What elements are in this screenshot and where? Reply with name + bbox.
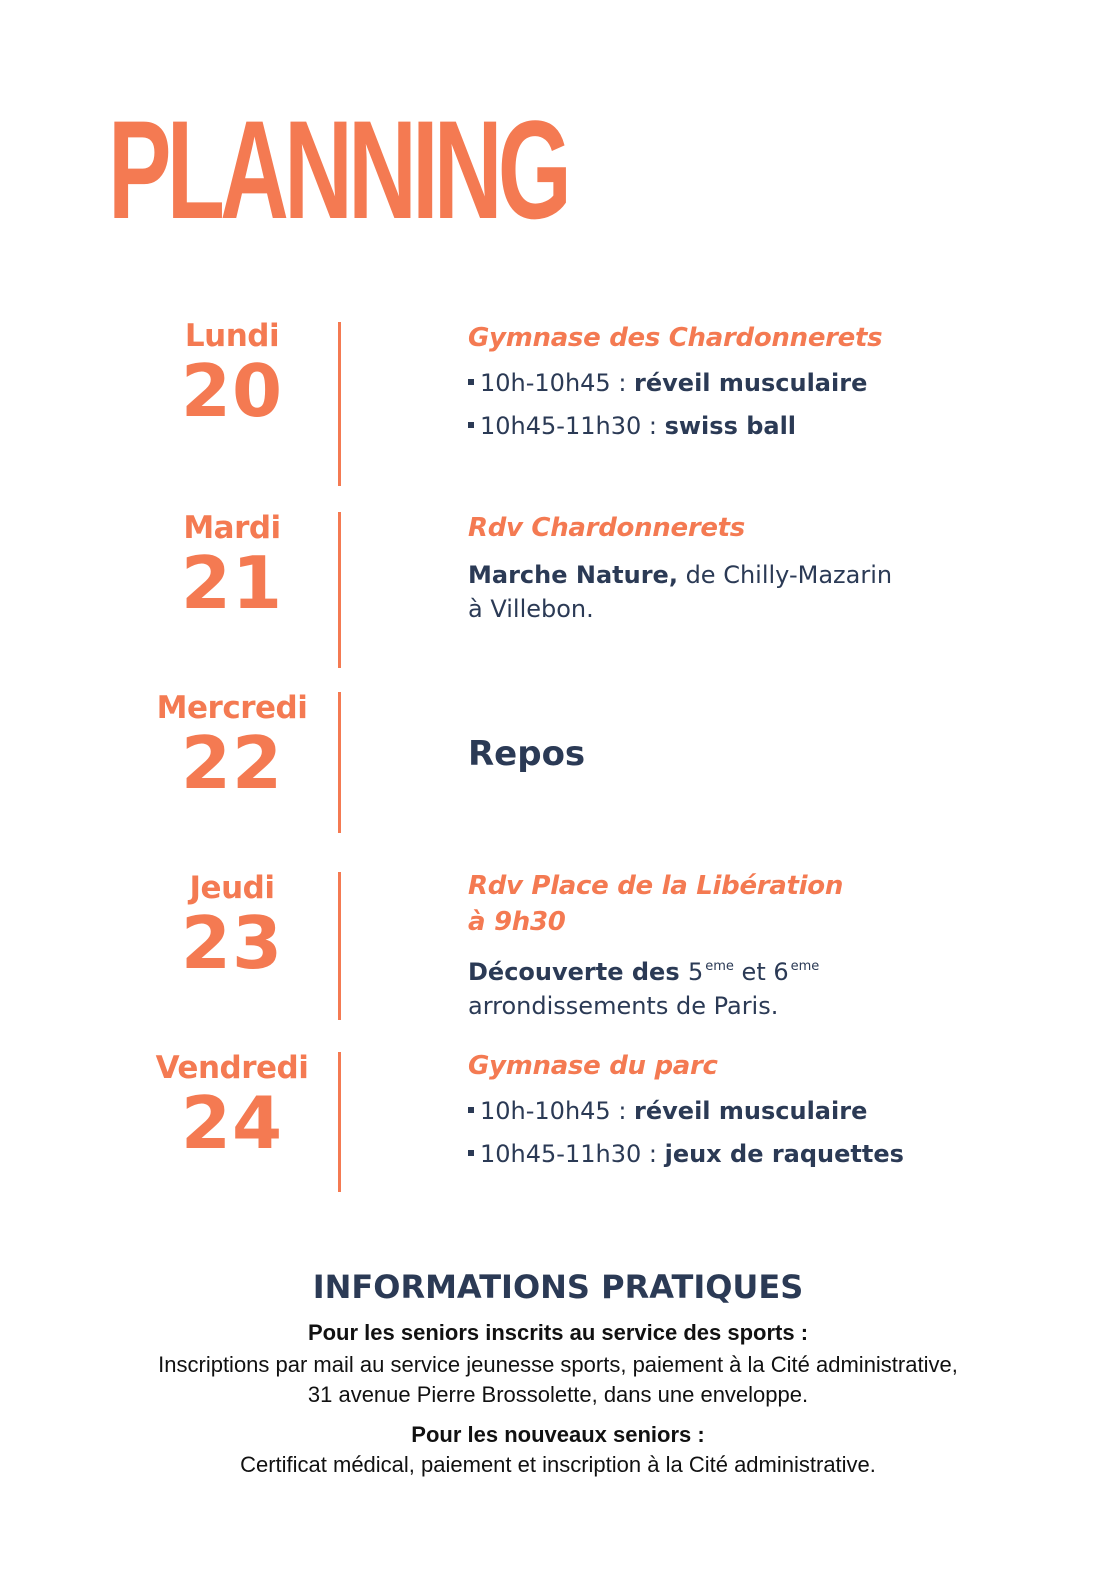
day-monday xyxy=(132,318,332,433)
day-content-monday xyxy=(468,320,882,448)
day-name: Jeudi xyxy=(189,870,275,906)
rest-label: Repos xyxy=(468,734,586,774)
day-name: Lundi xyxy=(184,318,280,354)
bullet-icon xyxy=(468,1107,474,1113)
info-block xyxy=(0,1318,1116,1480)
schedule-item: 10h-10h45 : réveil musculaire xyxy=(468,362,882,405)
bullet-icon xyxy=(468,1150,474,1156)
location: Rdv Place de la Libération à 9h30 xyxy=(468,871,844,937)
location: Gymnase du parc xyxy=(468,1051,718,1081)
day-name: Mardi xyxy=(183,510,281,546)
info-heading: Pour les seniors inscrits au service des sports : xyxy=(307,1320,809,1345)
info-heading: Pour les nouveaux seniors : xyxy=(411,1422,705,1447)
day-divider xyxy=(338,1052,341,1192)
day-divider xyxy=(338,692,341,833)
day-name: Mercredi xyxy=(156,690,308,726)
day-friday xyxy=(132,1050,332,1165)
page-title: PLANNING xyxy=(108,91,568,248)
day-number: 23 xyxy=(180,901,284,985)
day-divider xyxy=(338,322,341,486)
info-text: Inscriptions par mail au service jeunesse sports, paiement à la Cité administrative, xyxy=(158,1352,958,1377)
schedule-item: 10h-10h45 : réveil musculaire xyxy=(468,1090,904,1133)
schedule-item: 10h45-11h30 : jeux de raquettes xyxy=(468,1133,904,1176)
day-wednesday xyxy=(132,690,332,805)
day-number: 21 xyxy=(180,541,284,625)
day-content-tuesday xyxy=(468,510,892,626)
info-text: Certificat médical, paiement et inscription à la Cité administrative. xyxy=(240,1452,876,1477)
location: Gymnase des Chardonnerets xyxy=(468,323,883,353)
day-number: 24 xyxy=(180,1081,284,1165)
schedule-item: 10h45-11h30 : swiss ball xyxy=(468,405,882,448)
day-tuesday xyxy=(132,510,332,625)
day-number: 20 xyxy=(180,349,284,433)
location: Rdv Chardonnerets xyxy=(468,513,745,543)
day-number: 22 xyxy=(180,721,284,805)
bullet-icon xyxy=(468,379,474,385)
day-divider xyxy=(338,512,341,668)
day-content-wednesday xyxy=(468,734,585,774)
info-title: INFORMATIONS PRATIQUES xyxy=(312,1268,804,1306)
info-text: 31 avenue Pierre Brossolette, dans une enveloppe. xyxy=(307,1382,809,1407)
bullet-icon xyxy=(468,422,474,428)
day-name: Vendredi xyxy=(155,1050,309,1086)
day-divider xyxy=(338,872,341,1020)
description: Découverte des 5 $^{eme}$ et 6 $^{eme}$ arrondissements de Paris. xyxy=(468,958,820,1020)
description: Marche Nature, de Chilly-Mazarin à Villebon. xyxy=(468,561,893,623)
day-content-friday xyxy=(468,1048,904,1176)
day-content-thursday xyxy=(468,868,843,1023)
day-thursday xyxy=(132,870,332,985)
